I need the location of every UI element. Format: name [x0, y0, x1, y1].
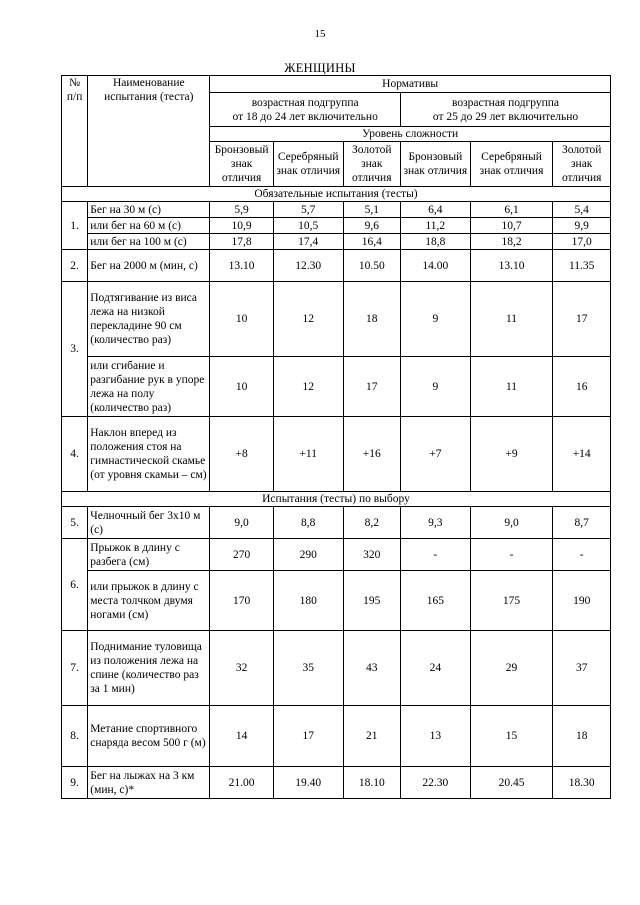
table-row	[62, 357, 611, 417]
norm-value: 11	[470, 282, 553, 357]
row-number: 7.	[62, 631, 88, 706]
row-number: 8.	[62, 706, 88, 767]
norm-value: 165	[401, 571, 471, 631]
row-number: 2.	[62, 250, 88, 282]
test-name: или сгибание и разгибание рук в упоре лежа на полу (количество раз)	[88, 357, 210, 417]
norm-value: 15	[470, 706, 553, 767]
norm-value: 17	[273, 706, 343, 767]
norm-value: 17	[343, 357, 401, 417]
test-name: Наклон вперед из положения стоя на гимнастической скамье (от уровня скамьи – см)	[88, 417, 210, 492]
norm-value: 270	[210, 539, 274, 571]
norm-value: 11,2	[401, 218, 471, 234]
norm-value: 170	[210, 571, 274, 631]
norm-value: 10	[210, 282, 274, 357]
norm-value: 6,1	[470, 202, 553, 218]
table-row	[62, 631, 611, 706]
group-1-line-1: возрастная подгруппа	[251, 96, 359, 109]
row-number: 9.	[62, 767, 88, 799]
norm-value: 24	[401, 631, 471, 706]
norm-value: 5,1	[343, 202, 401, 218]
norm-value: 9	[401, 282, 471, 357]
header-num: № п/п	[62, 76, 88, 187]
row-number: 3.	[62, 282, 88, 417]
header-name: Наименование испытания (теста)	[88, 76, 210, 187]
norm-value: 6,4	[401, 202, 471, 218]
norm-value: 18.30	[553, 767, 611, 799]
norm-value: 14	[210, 706, 274, 767]
norm-value: 21	[343, 706, 401, 767]
header-group-2	[401, 93, 611, 127]
norm-value: -	[470, 539, 553, 571]
norm-value: 43	[343, 631, 401, 706]
norm-value: -	[401, 539, 471, 571]
header-norms: Нормативы	[210, 76, 611, 93]
table-row	[62, 218, 611, 234]
norm-value: +16	[343, 417, 401, 492]
norm-value: 12	[273, 357, 343, 417]
norms-table	[61, 75, 611, 799]
norm-value: 16,4	[343, 234, 401, 250]
norm-value: 18,8	[401, 234, 471, 250]
test-name: Бег на лыжах на 3 км (мин, с)*	[88, 767, 210, 799]
norm-value: 37	[553, 631, 611, 706]
norm-value: 8,7	[553, 507, 611, 539]
group-1-line-2: от 18 до 24 лет включительно	[232, 110, 378, 123]
norm-value: 9,9	[553, 218, 611, 234]
norm-value: 11.35	[553, 250, 611, 282]
test-name: или бег на 60 м (с)	[88, 218, 210, 234]
table-heading: ЖЕНЩИНЫ	[284, 61, 356, 75]
norm-value: +9	[470, 417, 553, 492]
norm-value: 10,5	[273, 218, 343, 234]
norm-value: 9,3	[401, 507, 471, 539]
table-row	[62, 202, 611, 218]
row-number: 1.	[62, 202, 88, 250]
table-row	[62, 417, 611, 492]
norm-value: 16	[553, 357, 611, 417]
norm-value: 10.50	[343, 250, 401, 282]
norm-value: 17,4	[273, 234, 343, 250]
table-row	[62, 539, 611, 571]
norm-value: 19.40	[273, 767, 343, 799]
test-name: или бег на 100 м (с)	[88, 234, 210, 250]
norm-value: 32	[210, 631, 274, 706]
norm-value: 10,7	[470, 218, 553, 234]
badge-header: Серебряный знак отличия	[273, 142, 343, 187]
badge-header: Бронзовый знак отличия	[401, 142, 471, 187]
norm-value: 9,0	[210, 507, 274, 539]
badge-header: Золотой знак отличия	[553, 142, 611, 187]
norm-value: +7	[401, 417, 471, 492]
norm-value: 20.45	[470, 767, 553, 799]
norm-value: 17	[553, 282, 611, 357]
norm-value: +14	[553, 417, 611, 492]
badge-header: Бронзовый знак отличия	[210, 142, 274, 187]
group-2-line-1: возрастная подгруппа	[452, 96, 559, 109]
norm-value: 290	[273, 539, 343, 571]
norm-value: 175	[470, 571, 553, 631]
norm-value: 9	[401, 357, 471, 417]
test-name: или прыжок в длину с места толчком двумя ногами (см)	[88, 571, 210, 631]
norm-value: 5,4	[553, 202, 611, 218]
norm-value: +11	[273, 417, 343, 492]
test-name: Челночный бег 3х10 м (с)	[88, 507, 210, 539]
test-name: Подтягивание из виса лежа на низкой перекладине 90 см (количество раз)	[88, 282, 210, 357]
norm-value: 12	[273, 282, 343, 357]
norm-value: 21.00	[210, 767, 274, 799]
row-number: 6.	[62, 539, 88, 631]
test-name: Бег на 2000 м (мин, с)	[88, 250, 210, 282]
table-row	[62, 282, 611, 357]
table-row	[62, 767, 611, 799]
norm-value: 13.10	[470, 250, 553, 282]
badge-header: Серебряный знак отличия	[470, 142, 553, 187]
test-name: Метание спортивного снаряда весом 500 г (м)	[88, 706, 210, 767]
norm-value: 9,6	[343, 218, 401, 234]
norm-value: 8,2	[343, 507, 401, 539]
norm-value: 17,0	[553, 234, 611, 250]
section-mandatory: Обязательные испытания (тесты)	[62, 187, 611, 202]
norm-value: +8	[210, 417, 274, 492]
norm-value: 13	[401, 706, 471, 767]
norm-value: 320	[343, 539, 401, 571]
row-number: 5.	[62, 507, 88, 539]
row-number: 4.	[62, 417, 88, 492]
header-level: Уровень сложности	[210, 127, 611, 142]
norm-value: 35	[273, 631, 343, 706]
norm-value: 22.30	[401, 767, 471, 799]
norm-value: 17,8	[210, 234, 274, 250]
group-2-line-2: от 25 до 29 лет включительно	[432, 110, 579, 123]
norm-value: 8,8	[273, 507, 343, 539]
test-name: Бег на 30 м (с)	[88, 202, 210, 218]
norm-value: 10,9	[210, 218, 274, 234]
norm-value: 190	[553, 571, 611, 631]
norm-value: 10	[210, 357, 274, 417]
norm-value: 5,9	[210, 202, 274, 218]
norm-value: 18.10	[343, 767, 401, 799]
table-row	[62, 250, 611, 282]
norm-value: -	[553, 539, 611, 571]
norm-value: 195	[343, 571, 401, 631]
section-optional: Испытания (тесты) по выбору	[62, 492, 611, 507]
test-name: Прыжок в длину с разбега (см)	[88, 539, 210, 571]
norm-value: 18	[343, 282, 401, 357]
norm-value: 13.10	[210, 250, 274, 282]
norm-value: 180	[273, 571, 343, 631]
norm-value: 9,0	[470, 507, 553, 539]
table-row	[62, 507, 611, 539]
table-row	[62, 706, 611, 767]
norm-value: 12.30	[273, 250, 343, 282]
norm-value: 18,2	[470, 234, 553, 250]
header-group-1	[210, 93, 401, 127]
norm-value: 18	[553, 706, 611, 767]
test-name: Поднимание туловища из положения лежа на спине (количество раз за 1 мин)	[88, 631, 210, 706]
table-row	[62, 234, 611, 250]
norm-value: 29	[470, 631, 553, 706]
norm-value: 11	[470, 357, 553, 417]
page-number: 15	[314, 28, 326, 40]
norm-value: 5,7	[273, 202, 343, 218]
table-row	[62, 571, 611, 631]
badge-header: Золотой знак отличия	[343, 142, 401, 187]
norm-value: 14.00	[401, 250, 471, 282]
